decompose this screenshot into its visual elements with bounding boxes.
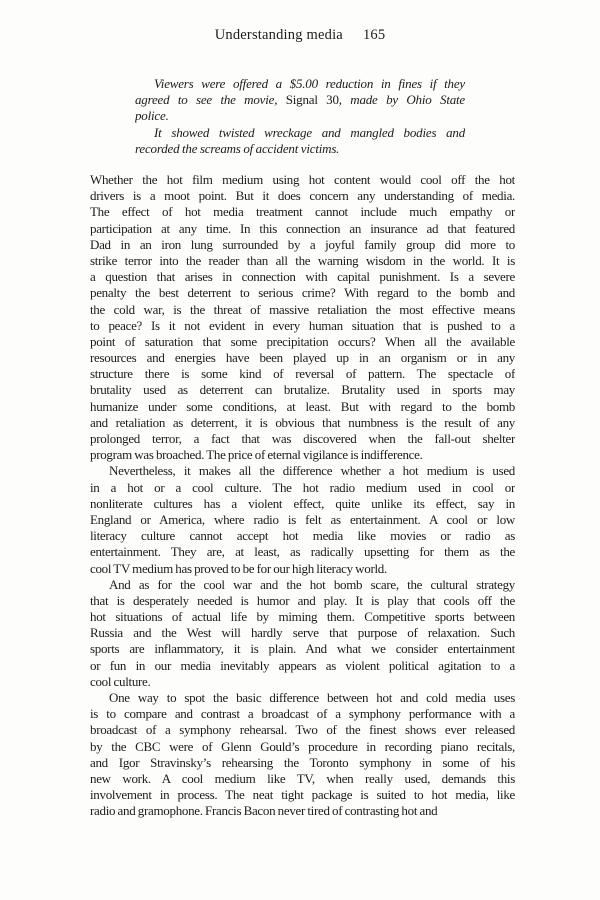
body-line: that is desperately needed is humor and play. It is play that cools off the [90, 592, 515, 608]
body-paragraph [90, 463, 515, 576]
body-line: sports are inflammatory, it is plain. And what we consider entertainment [90, 641, 515, 657]
body-text [90, 172, 515, 820]
body-line: England or America, where radio is felt as entertainment. A cool or low [90, 511, 515, 527]
body-line: prolonged terror, a fact that was discovered when the fall-out shelter [90, 431, 515, 446]
body-line: or fun in our media inevitably appears as violent political agitation to a [90, 657, 515, 673]
body-line: involvement in process. The neat tight package is suited to hot media, like [90, 787, 515, 803]
body-line: brutality used as deterrent can brutalize. Brutality used in sports may [90, 382, 515, 398]
body-line: penalty the best deterrent to serious crime? With regard to the bomb and [90, 285, 515, 301]
quote-line: recorded the screams of accident victims. [135, 140, 340, 156]
body-line: And as for the cool war and the hot bomb scare, the cultural strategy [109, 576, 515, 592]
body-line: broadcast of a symphony rehearsal. Two of the finest shows ever released [90, 722, 515, 738]
body-line: nonliterate cultures has a violent effect, quite unlike its effect, say in [90, 495, 515, 511]
body-line: Nevertheless, it makes all the difference whether a hot medium is used [109, 463, 515, 479]
body-line: in a hot or a cool culture. The hot radio medium used in cool or [90, 479, 515, 495]
body-line: is to compare and contrast a broadcast of a symphony performance with a [90, 706, 515, 722]
body-line: Russia and the West will hardly serve that purpose of relaxation. Such [90, 625, 515, 641]
body-line: strike terror into the reader than all the warning wisdom in the world. It is [90, 252, 515, 268]
running-head [0, 27, 600, 44]
body-line: a question that arises in connection with capital punishment. Is a severe [90, 269, 515, 285]
body-paragraph [90, 172, 515, 463]
body-line: by the CBC were of Glenn Gould’s procedure in recording piano recitals, [90, 738, 515, 754]
body-line: cool culture. [90, 673, 151, 689]
body-line: to peace? Is it not evident in every human situation that is pushed to a [90, 317, 515, 333]
body-line: structure there is some kind of reversal of pattern. The spectacle of [90, 366, 515, 382]
body-paragraph [90, 690, 515, 820]
body-line: resources and energies have been played up in an organism or in any [90, 350, 515, 366]
block-quote [135, 76, 465, 157]
body-paragraph [90, 577, 515, 690]
body-line: program was broached. The price of eternal vigilance is indifference. [90, 447, 423, 463]
movie-title-roman: Signal 30, [285, 92, 342, 108]
quote-line: It showed twisted wreckage and mangled bodies and [154, 124, 465, 140]
body-line: literacy culture cannot accept hot media like movies or radio as [90, 528, 515, 544]
body-line: One way to spot the basic difference between hot and cold media uses [109, 690, 515, 705]
body-line: The effect of hot media treatment cannot include much empathy or [90, 204, 515, 220]
running-head-title: Understanding media [214, 27, 343, 43]
body-line: humanize under some conditions, at least. But with regard to the bomb [90, 398, 515, 414]
body-line: drivers is a moot point. But it does concern any understanding of media. [90, 188, 515, 204]
page-number: 165 [362, 27, 386, 43]
body-line: and Igor Stravinsky’s rehearsing the Toronto symphony in some of his [90, 754, 515, 770]
body-line: radio and gramophone. Francis Bacon never tired of contrasting hot and [90, 803, 438, 819]
body-line: point of saturation that some precipitation occurs? When all the available [90, 333, 515, 349]
quote-line: Viewers were offered a $5.00 reduction in fines if they [154, 76, 465, 91]
quote-paragraph [135, 125, 465, 157]
quote-paragraph [135, 76, 465, 125]
quote-line: police. [135, 108, 169, 124]
body-line: Whether the hot film medium using hot content would cool off the hot [90, 172, 515, 187]
body-line: the cold war, is the threat of massive retaliation the most effective means [90, 301, 515, 317]
body-line: Dad in an iron lung surrounded by a joyful family group did more to [90, 236, 515, 252]
body-line: and retaliation as deterrent, it is obvious that numbness is the result of any [90, 414, 515, 430]
quote-line: agreed to see the movie, Signal 30, made by Ohio State [135, 92, 465, 108]
body-line: new work. A cool medium like TV, when really used, demands this [90, 770, 515, 786]
body-line: hot situations of actual life by miming them. Competitive sports between [90, 609, 515, 625]
body-line: participation at any time. In this connection an insurance ad that featured [90, 220, 515, 236]
body-line: cool TV medium has proved to be for our high literacy world. [90, 560, 387, 576]
body-line: entertainment. They are, at least, as radically upsetting for them as the [90, 544, 515, 560]
